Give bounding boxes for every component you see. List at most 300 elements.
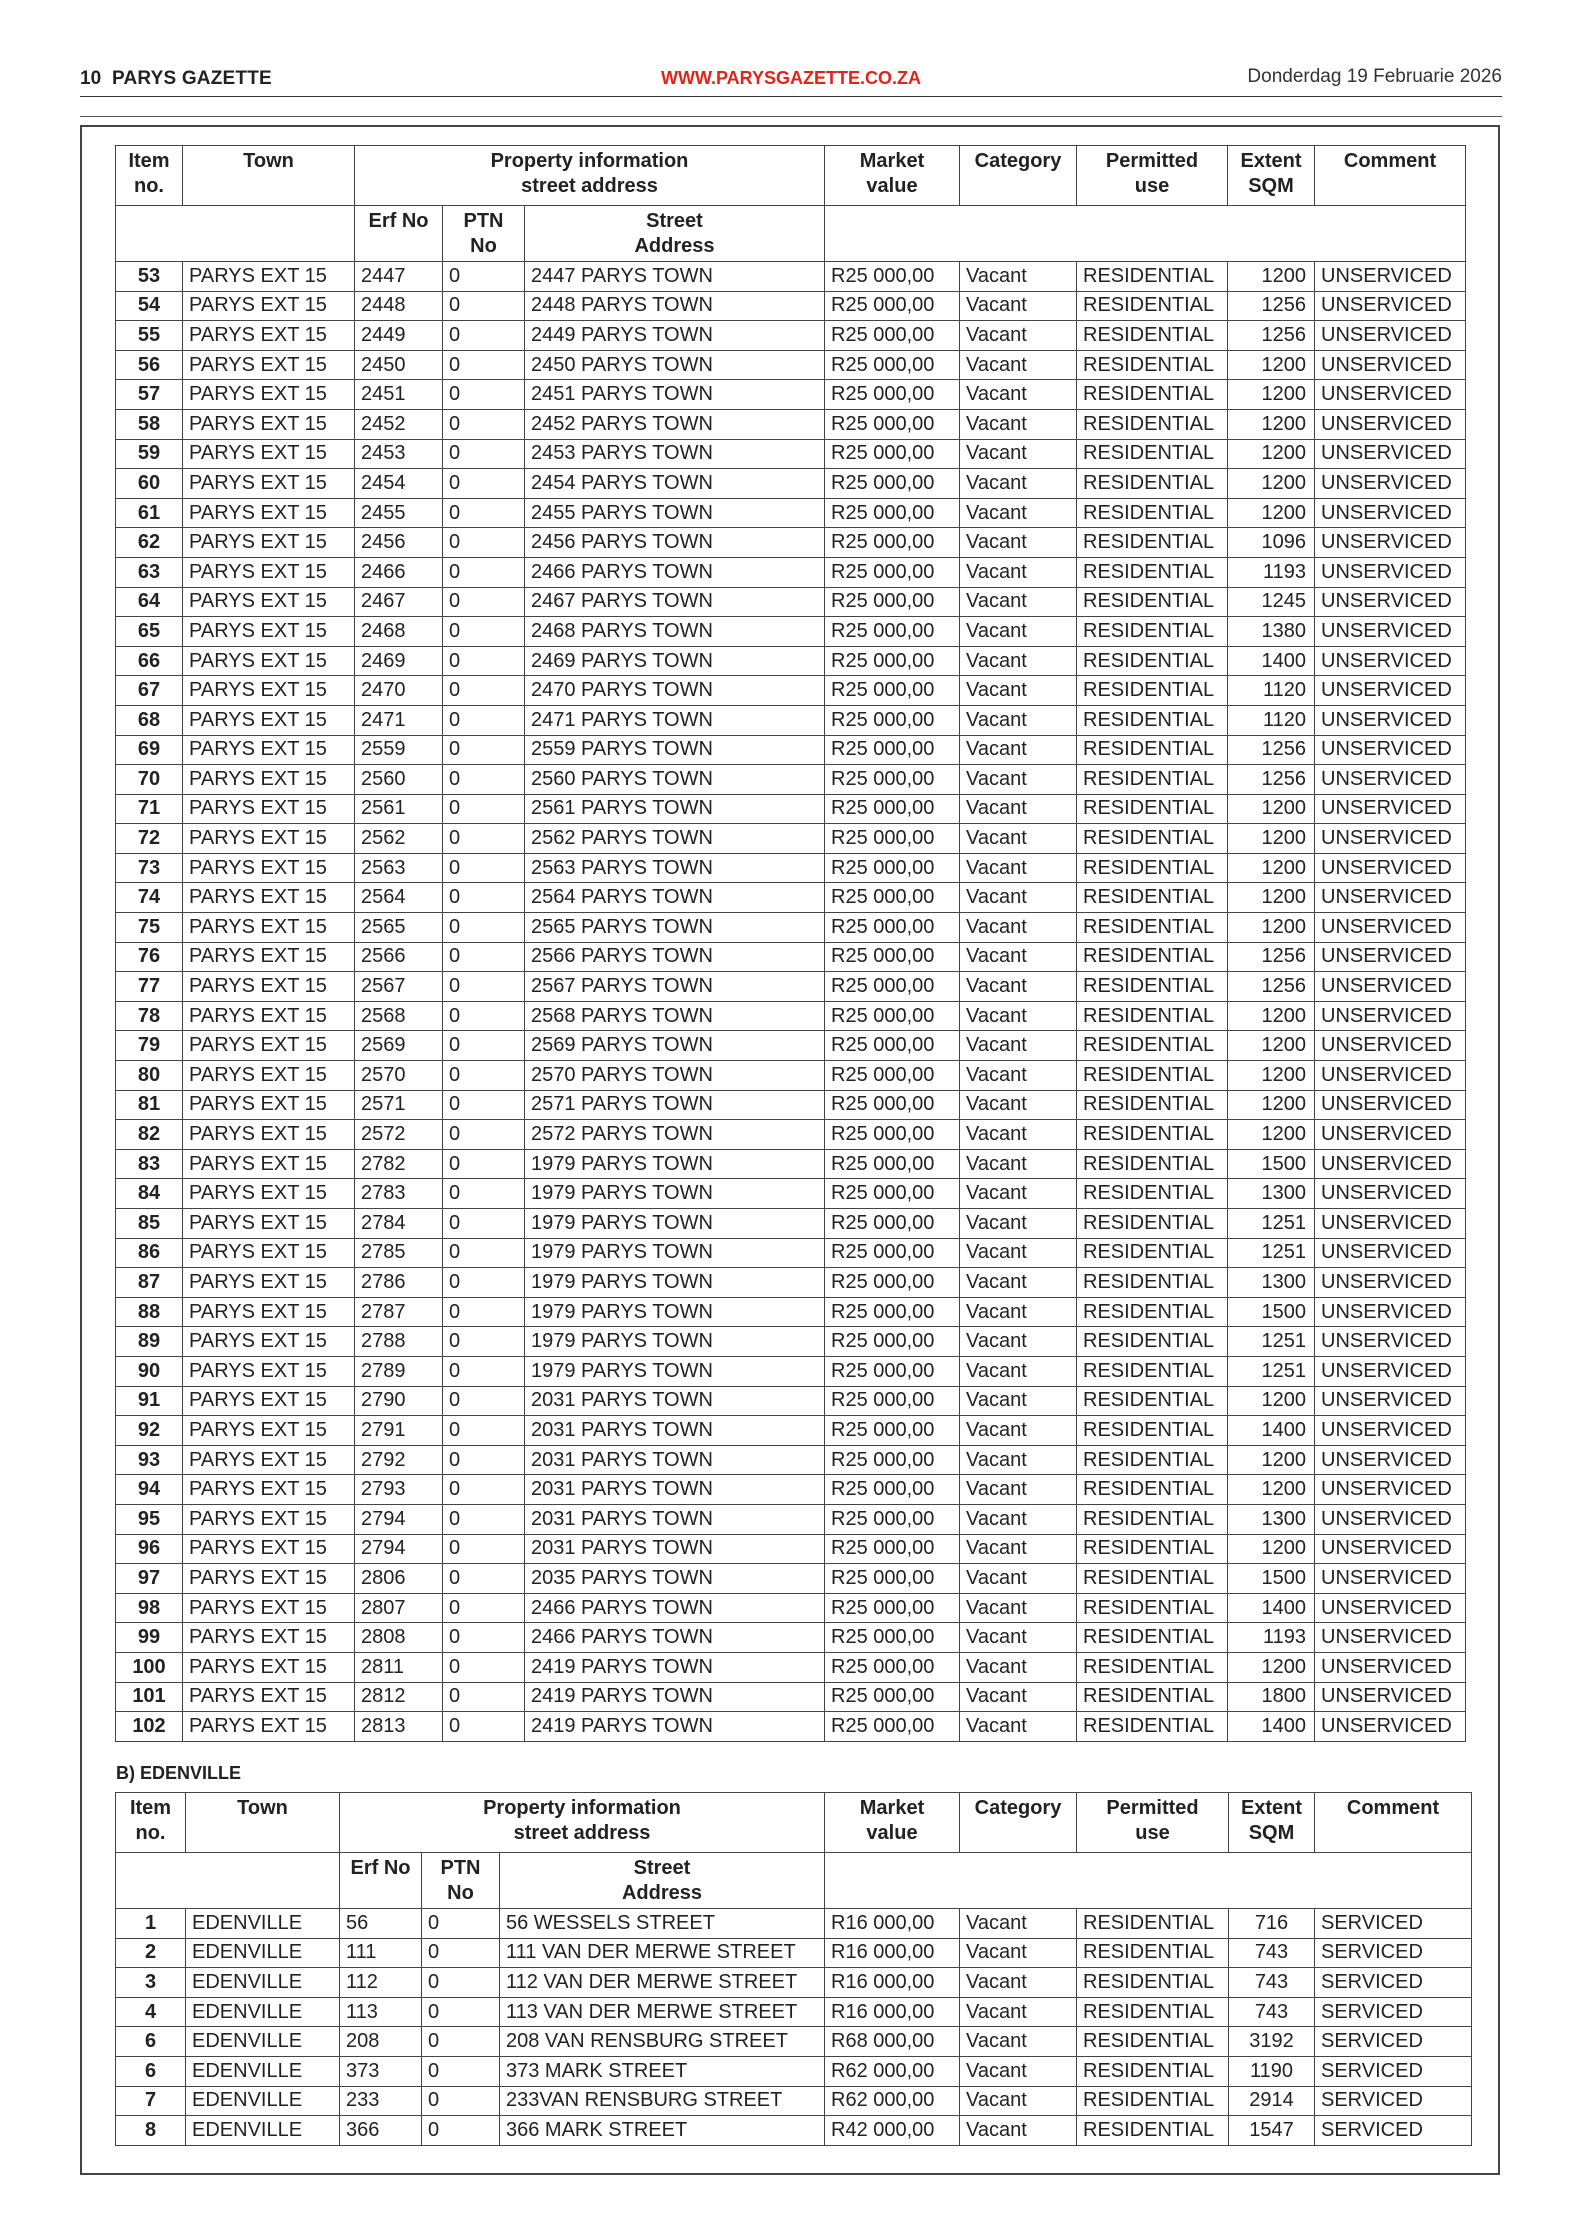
extent-cell: 1256 bbox=[1228, 942, 1315, 972]
market-value-cell: R25 000,00 bbox=[825, 646, 960, 676]
town-cell: PARYS EXT 15 bbox=[183, 1475, 355, 1505]
street-address-cell: 2419 PARYS TOWN bbox=[525, 1712, 825, 1742]
town-cell: PARYS EXT 15 bbox=[183, 617, 355, 647]
market-value-cell: R25 000,00 bbox=[825, 1386, 960, 1416]
comment-cell: UNSERVICED bbox=[1315, 735, 1466, 765]
permitted-use-cell: RESIDENTIAL bbox=[1077, 1356, 1228, 1386]
comment-cell: UNSERVICED bbox=[1315, 262, 1466, 292]
permitted-use-cell: RESIDENTIAL bbox=[1077, 1297, 1228, 1327]
ptn-no-cell: 0 bbox=[443, 587, 525, 617]
town-cell: EDENVILLE bbox=[186, 1968, 340, 1998]
street-address-cell: 2419 PARYS TOWN bbox=[525, 1652, 825, 1682]
category-cell: Vacant bbox=[960, 1682, 1077, 1712]
category-cell: Vacant bbox=[960, 1968, 1077, 1998]
permitted-use-cell: RESIDENTIAL bbox=[1077, 1504, 1228, 1534]
market-value-cell: R25 000,00 bbox=[825, 557, 960, 587]
market-value-cell: R62 000,00 bbox=[825, 2086, 960, 2116]
item-no-cell: 85 bbox=[116, 1209, 183, 1239]
permitted-use-cell: RESIDENTIAL bbox=[1077, 1445, 1228, 1475]
ptn-no-cell: 0 bbox=[443, 1297, 525, 1327]
permitted-use-cell: RESIDENTIAL bbox=[1077, 587, 1228, 617]
street-address-cell: 366 MARK STREET bbox=[500, 2116, 825, 2146]
header-permitted-use: Permitted use bbox=[1077, 146, 1228, 206]
comment-cell: SERVICED bbox=[1315, 1997, 1472, 2027]
town-cell: PARYS EXT 15 bbox=[183, 1031, 355, 1061]
property-table-edenville bbox=[115, 1792, 1472, 2146]
market-value-cell: R25 000,00 bbox=[825, 1445, 960, 1475]
table-row bbox=[116, 765, 1466, 795]
street-address-cell: 1979 PARYS TOWN bbox=[525, 1179, 825, 1209]
item-no-cell: 81 bbox=[116, 1090, 183, 1120]
town-cell: PARYS EXT 15 bbox=[183, 1090, 355, 1120]
market-value-cell: R16 000,00 bbox=[825, 1968, 960, 1998]
ptn-no-cell: 0 bbox=[443, 1652, 525, 1682]
street-address-cell: 2031 PARYS TOWN bbox=[525, 1416, 825, 1446]
extent-cell: 1200 bbox=[1228, 350, 1315, 380]
ptn-no-cell: 0 bbox=[443, 1534, 525, 1564]
market-value-cell: R25 000,00 bbox=[825, 1149, 960, 1179]
town-cell: PARYS EXT 15 bbox=[183, 1120, 355, 1150]
comment-cell: SERVICED bbox=[1315, 1938, 1472, 1968]
comment-cell: SERVICED bbox=[1315, 2116, 1472, 2146]
extent-cell: 1200 bbox=[1228, 883, 1315, 913]
extent-cell: 1200 bbox=[1228, 1061, 1315, 1091]
comment-cell: UNSERVICED bbox=[1315, 1001, 1466, 1031]
erf-no-cell: 2468 bbox=[355, 617, 443, 647]
comment-cell: UNSERVICED bbox=[1315, 883, 1466, 913]
category-cell: Vacant bbox=[960, 1593, 1077, 1623]
market-value-cell: R68 000,00 bbox=[825, 2027, 960, 2057]
category-cell: Vacant bbox=[960, 676, 1077, 706]
ptn-no-cell: 0 bbox=[443, 1593, 525, 1623]
category-cell: Vacant bbox=[960, 617, 1077, 647]
town-cell: PARYS EXT 15 bbox=[183, 1386, 355, 1416]
category-cell: Vacant bbox=[960, 646, 1077, 676]
erf-no-cell: 2469 bbox=[355, 646, 443, 676]
market-value-cell: R25 000,00 bbox=[825, 528, 960, 558]
market-value-cell: R25 000,00 bbox=[825, 1652, 960, 1682]
item-no-cell: 68 bbox=[116, 705, 183, 735]
town-cell: PARYS EXT 15 bbox=[183, 262, 355, 292]
comment-cell: UNSERVICED bbox=[1315, 380, 1466, 410]
table-row bbox=[116, 1001, 1466, 1031]
extent-cell: 1200 bbox=[1228, 1001, 1315, 1031]
town-cell: PARYS EXT 15 bbox=[183, 1504, 355, 1534]
market-value-cell: R25 000,00 bbox=[825, 676, 960, 706]
extent-cell: 1400 bbox=[1228, 1593, 1315, 1623]
market-value-cell: R25 000,00 bbox=[825, 291, 960, 321]
item-no-cell: 92 bbox=[116, 1416, 183, 1446]
item-no-cell: 86 bbox=[116, 1238, 183, 1268]
extent-cell: 1300 bbox=[1228, 1179, 1315, 1209]
street-address-cell: 2031 PARYS TOWN bbox=[525, 1445, 825, 1475]
town-cell: PARYS EXT 15 bbox=[183, 1209, 355, 1239]
category-cell: Vacant bbox=[960, 972, 1077, 1002]
erf-no-cell: 2811 bbox=[355, 1652, 443, 1682]
street-address-cell: 111 VAN DER MERWE STREET bbox=[500, 1938, 825, 1968]
item-no-cell: 77 bbox=[116, 972, 183, 1002]
street-address-cell: 2454 PARYS TOWN bbox=[525, 469, 825, 499]
table-row bbox=[116, 972, 1466, 1002]
item-no-cell: 70 bbox=[116, 765, 183, 795]
comment-cell: UNSERVICED bbox=[1315, 913, 1466, 943]
street-address-cell: 2455 PARYS TOWN bbox=[525, 498, 825, 528]
category-cell: Vacant bbox=[960, 587, 1077, 617]
permitted-use-cell: RESIDENTIAL bbox=[1077, 765, 1228, 795]
street-address-cell: 2469 PARYS TOWN bbox=[525, 646, 825, 676]
ptn-no-cell: 0 bbox=[443, 1504, 525, 1534]
street-address-cell: 2566 PARYS TOWN bbox=[525, 942, 825, 972]
table-row bbox=[116, 1268, 1466, 1298]
extent-cell: 2914 bbox=[1229, 2086, 1315, 2116]
item-no-cell: 79 bbox=[116, 1031, 183, 1061]
item-no-cell: 72 bbox=[116, 824, 183, 854]
table-row bbox=[116, 676, 1466, 706]
ptn-no-cell: 0 bbox=[443, 557, 525, 587]
ptn-no-cell: 0 bbox=[443, 350, 525, 380]
erf-no-cell: 2786 bbox=[355, 1268, 443, 1298]
market-value-cell: R25 000,00 bbox=[825, 1297, 960, 1327]
permitted-use-cell: RESIDENTIAL bbox=[1077, 350, 1228, 380]
website-link[interactable]: WWW.PARYSGAZETTE.CO.ZA bbox=[661, 68, 921, 88]
market-value-cell: R25 000,00 bbox=[825, 1238, 960, 1268]
permitted-use-cell: RESIDENTIAL bbox=[1077, 676, 1228, 706]
erf-no-cell: 2789 bbox=[355, 1356, 443, 1386]
street-address-cell: 2567 PARYS TOWN bbox=[525, 972, 825, 1002]
street-address-cell: 2466 PARYS TOWN bbox=[525, 1623, 825, 1653]
street-address-cell: 2419 PARYS TOWN bbox=[525, 1682, 825, 1712]
item-no-cell: 59 bbox=[116, 439, 183, 469]
extent-cell: 1200 bbox=[1228, 1120, 1315, 1150]
extent-cell: 1193 bbox=[1228, 557, 1315, 587]
item-no-cell: 89 bbox=[116, 1327, 183, 1357]
market-value-cell: R25 000,00 bbox=[825, 1623, 960, 1653]
erf-no-cell: 111 bbox=[340, 1938, 422, 1968]
market-value-cell: R25 000,00 bbox=[825, 1179, 960, 1209]
town-cell: PARYS EXT 15 bbox=[183, 1682, 355, 1712]
town-cell: PARYS EXT 15 bbox=[183, 1268, 355, 1298]
table-row bbox=[116, 1416, 1466, 1446]
ptn-no-cell: 0 bbox=[443, 913, 525, 943]
extent-cell: 743 bbox=[1229, 1968, 1315, 1998]
table-row bbox=[116, 528, 1466, 558]
permitted-use-cell: RESIDENTIAL bbox=[1077, 321, 1228, 351]
table-row bbox=[116, 1031, 1466, 1061]
header-blank bbox=[825, 206, 1466, 262]
category-cell: Vacant bbox=[960, 557, 1077, 587]
erf-no-cell: 2784 bbox=[355, 1209, 443, 1239]
table-row bbox=[116, 824, 1466, 854]
ptn-no-cell: 0 bbox=[422, 1938, 500, 1968]
comment-cell: UNSERVICED bbox=[1315, 972, 1466, 1002]
item-no-cell: 58 bbox=[116, 409, 183, 439]
item-no-cell: 101 bbox=[116, 1682, 183, 1712]
market-value-cell: R25 000,00 bbox=[825, 1593, 960, 1623]
street-address-cell: 2453 PARYS TOWN bbox=[525, 439, 825, 469]
table-row bbox=[116, 735, 1466, 765]
ptn-no-cell: 0 bbox=[443, 1149, 525, 1179]
market-value-cell: R25 000,00 bbox=[825, 1564, 960, 1594]
category-cell: Vacant bbox=[960, 1327, 1077, 1357]
ptn-no-cell: 0 bbox=[443, 853, 525, 883]
category-cell: Vacant bbox=[960, 380, 1077, 410]
comment-cell: UNSERVICED bbox=[1315, 1564, 1466, 1594]
town-cell: PARYS EXT 15 bbox=[183, 1445, 355, 1475]
category-cell: Vacant bbox=[960, 469, 1077, 499]
street-address-cell: 2572 PARYS TOWN bbox=[525, 1120, 825, 1150]
category-cell: Vacant bbox=[960, 1090, 1077, 1120]
erf-no-cell: 2787 bbox=[355, 1297, 443, 1327]
market-value-cell: R25 000,00 bbox=[825, 617, 960, 647]
table-row bbox=[116, 617, 1466, 647]
category-cell: Vacant bbox=[960, 1031, 1077, 1061]
erf-no-cell: 373 bbox=[340, 2056, 422, 2086]
comment-cell: UNSERVICED bbox=[1315, 1682, 1466, 1712]
town-cell: PARYS EXT 15 bbox=[183, 1001, 355, 1031]
market-value-cell: R25 000,00 bbox=[825, 1475, 960, 1505]
comment-cell: UNSERVICED bbox=[1315, 1327, 1466, 1357]
table-row bbox=[116, 1120, 1466, 1150]
item-no-cell: 57 bbox=[116, 380, 183, 410]
table-row bbox=[116, 291, 1466, 321]
market-value-cell: R16 000,00 bbox=[825, 1997, 960, 2027]
town-cell: PARYS EXT 15 bbox=[183, 676, 355, 706]
extent-cell: 1256 bbox=[1228, 765, 1315, 795]
comment-cell: UNSERVICED bbox=[1315, 1297, 1466, 1327]
table-row bbox=[116, 350, 1466, 380]
ptn-no-cell: 0 bbox=[443, 617, 525, 647]
extent-cell: 1120 bbox=[1228, 676, 1315, 706]
extent-cell: 1190 bbox=[1229, 2056, 1315, 2086]
ptn-no-cell: 0 bbox=[443, 705, 525, 735]
table-row bbox=[116, 1090, 1466, 1120]
extent-cell: 743 bbox=[1229, 1938, 1315, 1968]
street-address-cell: 2450 PARYS TOWN bbox=[525, 350, 825, 380]
permitted-use-cell: RESIDENTIAL bbox=[1077, 1179, 1228, 1209]
ptn-no-cell: 0 bbox=[443, 1682, 525, 1712]
street-address-cell: 2452 PARYS TOWN bbox=[525, 409, 825, 439]
extent-cell: 1300 bbox=[1228, 1504, 1315, 1534]
street-address-cell: 2449 PARYS TOWN bbox=[525, 321, 825, 351]
town-cell: PARYS EXT 15 bbox=[183, 824, 355, 854]
item-no-cell: 55 bbox=[116, 321, 183, 351]
extent-cell: 743 bbox=[1229, 1997, 1315, 2027]
ptn-no-cell: 0 bbox=[443, 1386, 525, 1416]
street-address-cell: 2571 PARYS TOWN bbox=[525, 1090, 825, 1120]
category-cell: Vacant bbox=[960, 291, 1077, 321]
permitted-use-cell: RESIDENTIAL bbox=[1077, 557, 1228, 587]
item-no-cell: 83 bbox=[116, 1149, 183, 1179]
header-ptn-no: PTN No bbox=[443, 206, 525, 262]
permitted-use-cell: RESIDENTIAL bbox=[1077, 1593, 1228, 1623]
comment-cell: UNSERVICED bbox=[1315, 1593, 1466, 1623]
table-row bbox=[116, 1356, 1466, 1386]
item-no-cell: 54 bbox=[116, 291, 183, 321]
category-cell: Vacant bbox=[960, 883, 1077, 913]
category-cell: Vacant bbox=[960, 1997, 1077, 2027]
publication-name: PARYS GAZETTE bbox=[112, 68, 272, 89]
item-no-cell: 82 bbox=[116, 1120, 183, 1150]
item-no-cell: 6 bbox=[116, 2056, 186, 2086]
category-cell: Vacant bbox=[960, 350, 1077, 380]
extent-cell: 1200 bbox=[1228, 824, 1315, 854]
erf-no-cell: 2813 bbox=[355, 1712, 443, 1742]
category-cell: Vacant bbox=[960, 2086, 1077, 2116]
town-cell: PARYS EXT 15 bbox=[183, 409, 355, 439]
header-blank bbox=[116, 206, 355, 262]
town-cell: PARYS EXT 15 bbox=[183, 1652, 355, 1682]
header-erf-no: Erf No bbox=[340, 1853, 422, 1909]
permitted-use-cell: RESIDENTIAL bbox=[1077, 1652, 1228, 1682]
erf-no-cell: 2806 bbox=[355, 1564, 443, 1594]
street-address-cell: 2468 PARYS TOWN bbox=[525, 617, 825, 647]
item-no-cell: 96 bbox=[116, 1534, 183, 1564]
header-divider bbox=[80, 116, 1502, 117]
street-address-cell: 1979 PARYS TOWN bbox=[525, 1356, 825, 1386]
erf-no-cell: 2453 bbox=[355, 439, 443, 469]
town-cell: PARYS EXT 15 bbox=[183, 1593, 355, 1623]
header-blank bbox=[116, 1853, 340, 1909]
market-value-cell: R25 000,00 bbox=[825, 794, 960, 824]
extent-cell: 1256 bbox=[1228, 972, 1315, 1002]
permitted-use-cell: RESIDENTIAL bbox=[1077, 1623, 1228, 1653]
item-no-cell: 65 bbox=[116, 617, 183, 647]
category-cell: Vacant bbox=[960, 498, 1077, 528]
erf-no-cell: 2808 bbox=[355, 1623, 443, 1653]
street-address-cell: 2562 PARYS TOWN bbox=[525, 824, 825, 854]
table-row bbox=[116, 321, 1466, 351]
permitted-use-cell: RESIDENTIAL bbox=[1077, 1031, 1228, 1061]
erf-no-cell: 2560 bbox=[355, 765, 443, 795]
item-no-cell: 73 bbox=[116, 853, 183, 883]
header-property-info: Property information street address bbox=[340, 1793, 825, 1853]
table-row bbox=[116, 1061, 1466, 1091]
market-value-cell: R25 000,00 bbox=[825, 1416, 960, 1446]
item-no-cell: 62 bbox=[116, 528, 183, 558]
ptn-no-cell: 0 bbox=[422, 2086, 500, 2116]
permitted-use-cell: RESIDENTIAL bbox=[1077, 913, 1228, 943]
item-no-cell: 71 bbox=[116, 794, 183, 824]
erf-no-cell: 2792 bbox=[355, 1445, 443, 1475]
category-cell: Vacant bbox=[960, 794, 1077, 824]
comment-cell: UNSERVICED bbox=[1315, 469, 1466, 499]
ptn-no-cell: 0 bbox=[443, 321, 525, 351]
item-no-cell: 102 bbox=[116, 1712, 183, 1742]
table-row bbox=[116, 1682, 1466, 1712]
item-no-cell: 78 bbox=[116, 1001, 183, 1031]
permitted-use-cell: RESIDENTIAL bbox=[1077, 1712, 1228, 1742]
category-cell: Vacant bbox=[960, 1712, 1077, 1742]
street-address-cell: 1979 PARYS TOWN bbox=[525, 1268, 825, 1298]
comment-cell: UNSERVICED bbox=[1315, 1179, 1466, 1209]
ptn-no-cell: 0 bbox=[443, 972, 525, 1002]
market-value-cell: R62 000,00 bbox=[825, 2056, 960, 2086]
category-cell: Vacant bbox=[960, 853, 1077, 883]
comment-cell: UNSERVICED bbox=[1315, 1356, 1466, 1386]
market-value-cell: R25 000,00 bbox=[825, 942, 960, 972]
table-row bbox=[116, 942, 1466, 972]
table-row bbox=[116, 1504, 1466, 1534]
permitted-use-cell: RESIDENTIAL bbox=[1077, 735, 1228, 765]
page-header bbox=[80, 62, 1502, 97]
ptn-no-cell: 0 bbox=[443, 1179, 525, 1209]
town-cell: PARYS EXT 15 bbox=[183, 380, 355, 410]
erf-no-cell: 2447 bbox=[355, 262, 443, 292]
ptn-no-cell: 0 bbox=[443, 469, 525, 499]
market-value-cell: R25 000,00 bbox=[825, 1120, 960, 1150]
erf-no-cell: 2782 bbox=[355, 1149, 443, 1179]
extent-cell: 1200 bbox=[1228, 1652, 1315, 1682]
market-value-cell: R25 000,00 bbox=[825, 469, 960, 499]
market-value-cell: R25 000,00 bbox=[825, 705, 960, 735]
table-row bbox=[116, 1938, 1472, 1968]
table-row bbox=[116, 409, 1466, 439]
header-blank bbox=[825, 1853, 1472, 1909]
item-no-cell: 80 bbox=[116, 1061, 183, 1091]
table-row bbox=[116, 1968, 1472, 1998]
street-address-cell: 1979 PARYS TOWN bbox=[525, 1327, 825, 1357]
header-extent: Extent SQM bbox=[1229, 1793, 1315, 1853]
item-no-cell: 4 bbox=[116, 1997, 186, 2027]
market-value-cell: R25 000,00 bbox=[825, 262, 960, 292]
header-item-no: Item no. bbox=[116, 146, 183, 206]
erf-no-cell: 2559 bbox=[355, 735, 443, 765]
category-cell: Vacant bbox=[960, 1120, 1077, 1150]
ptn-no-cell: 0 bbox=[422, 1997, 500, 2027]
ptn-no-cell: 0 bbox=[443, 439, 525, 469]
permitted-use-cell: RESIDENTIAL bbox=[1077, 291, 1228, 321]
extent-cell: 1200 bbox=[1228, 1031, 1315, 1061]
extent-cell: 1400 bbox=[1228, 646, 1315, 676]
town-cell: PARYS EXT 15 bbox=[183, 350, 355, 380]
ptn-no-cell: 0 bbox=[443, 1475, 525, 1505]
category-cell: Vacant bbox=[960, 1149, 1077, 1179]
extent-cell: 716 bbox=[1229, 1909, 1315, 1939]
table-body bbox=[116, 262, 1466, 1742]
town-cell: EDENVILLE bbox=[186, 2027, 340, 2057]
erf-no-cell: 2565 bbox=[355, 913, 443, 943]
table-row bbox=[116, 2116, 1472, 2146]
street-address-cell: 2448 PARYS TOWN bbox=[525, 291, 825, 321]
extent-cell: 1251 bbox=[1228, 1209, 1315, 1239]
street-address-cell: 2565 PARYS TOWN bbox=[525, 913, 825, 943]
extent-cell: 1800 bbox=[1228, 1682, 1315, 1712]
permitted-use-cell: RESIDENTIAL bbox=[1077, 2056, 1229, 2086]
market-value-cell: R16 000,00 bbox=[825, 1938, 960, 1968]
market-value-cell: R25 000,00 bbox=[825, 765, 960, 795]
erf-no-cell: 2568 bbox=[355, 1001, 443, 1031]
erf-no-cell: 208 bbox=[340, 2027, 422, 2057]
table-row bbox=[116, 1297, 1466, 1327]
street-address-cell: 2031 PARYS TOWN bbox=[525, 1534, 825, 1564]
ptn-no-cell: 0 bbox=[443, 262, 525, 292]
ptn-no-cell: 0 bbox=[443, 1712, 525, 1742]
extent-cell: 1256 bbox=[1228, 321, 1315, 351]
table-row bbox=[116, 646, 1466, 676]
ptn-no-cell: 0 bbox=[443, 1238, 525, 1268]
ptn-no-cell: 0 bbox=[422, 1968, 500, 1998]
street-address-cell: 113 VAN DER MERWE STREET bbox=[500, 1997, 825, 2027]
street-address-cell: 2467 PARYS TOWN bbox=[525, 587, 825, 617]
item-no-cell: 66 bbox=[116, 646, 183, 676]
table-row bbox=[116, 1327, 1466, 1357]
table-row bbox=[116, 1475, 1466, 1505]
street-address-cell: 2470 PARYS TOWN bbox=[525, 676, 825, 706]
street-address-cell: 2466 PARYS TOWN bbox=[525, 557, 825, 587]
comment-cell: UNSERVICED bbox=[1315, 824, 1466, 854]
comment-cell: UNSERVICED bbox=[1315, 1061, 1466, 1091]
item-no-cell: 67 bbox=[116, 676, 183, 706]
